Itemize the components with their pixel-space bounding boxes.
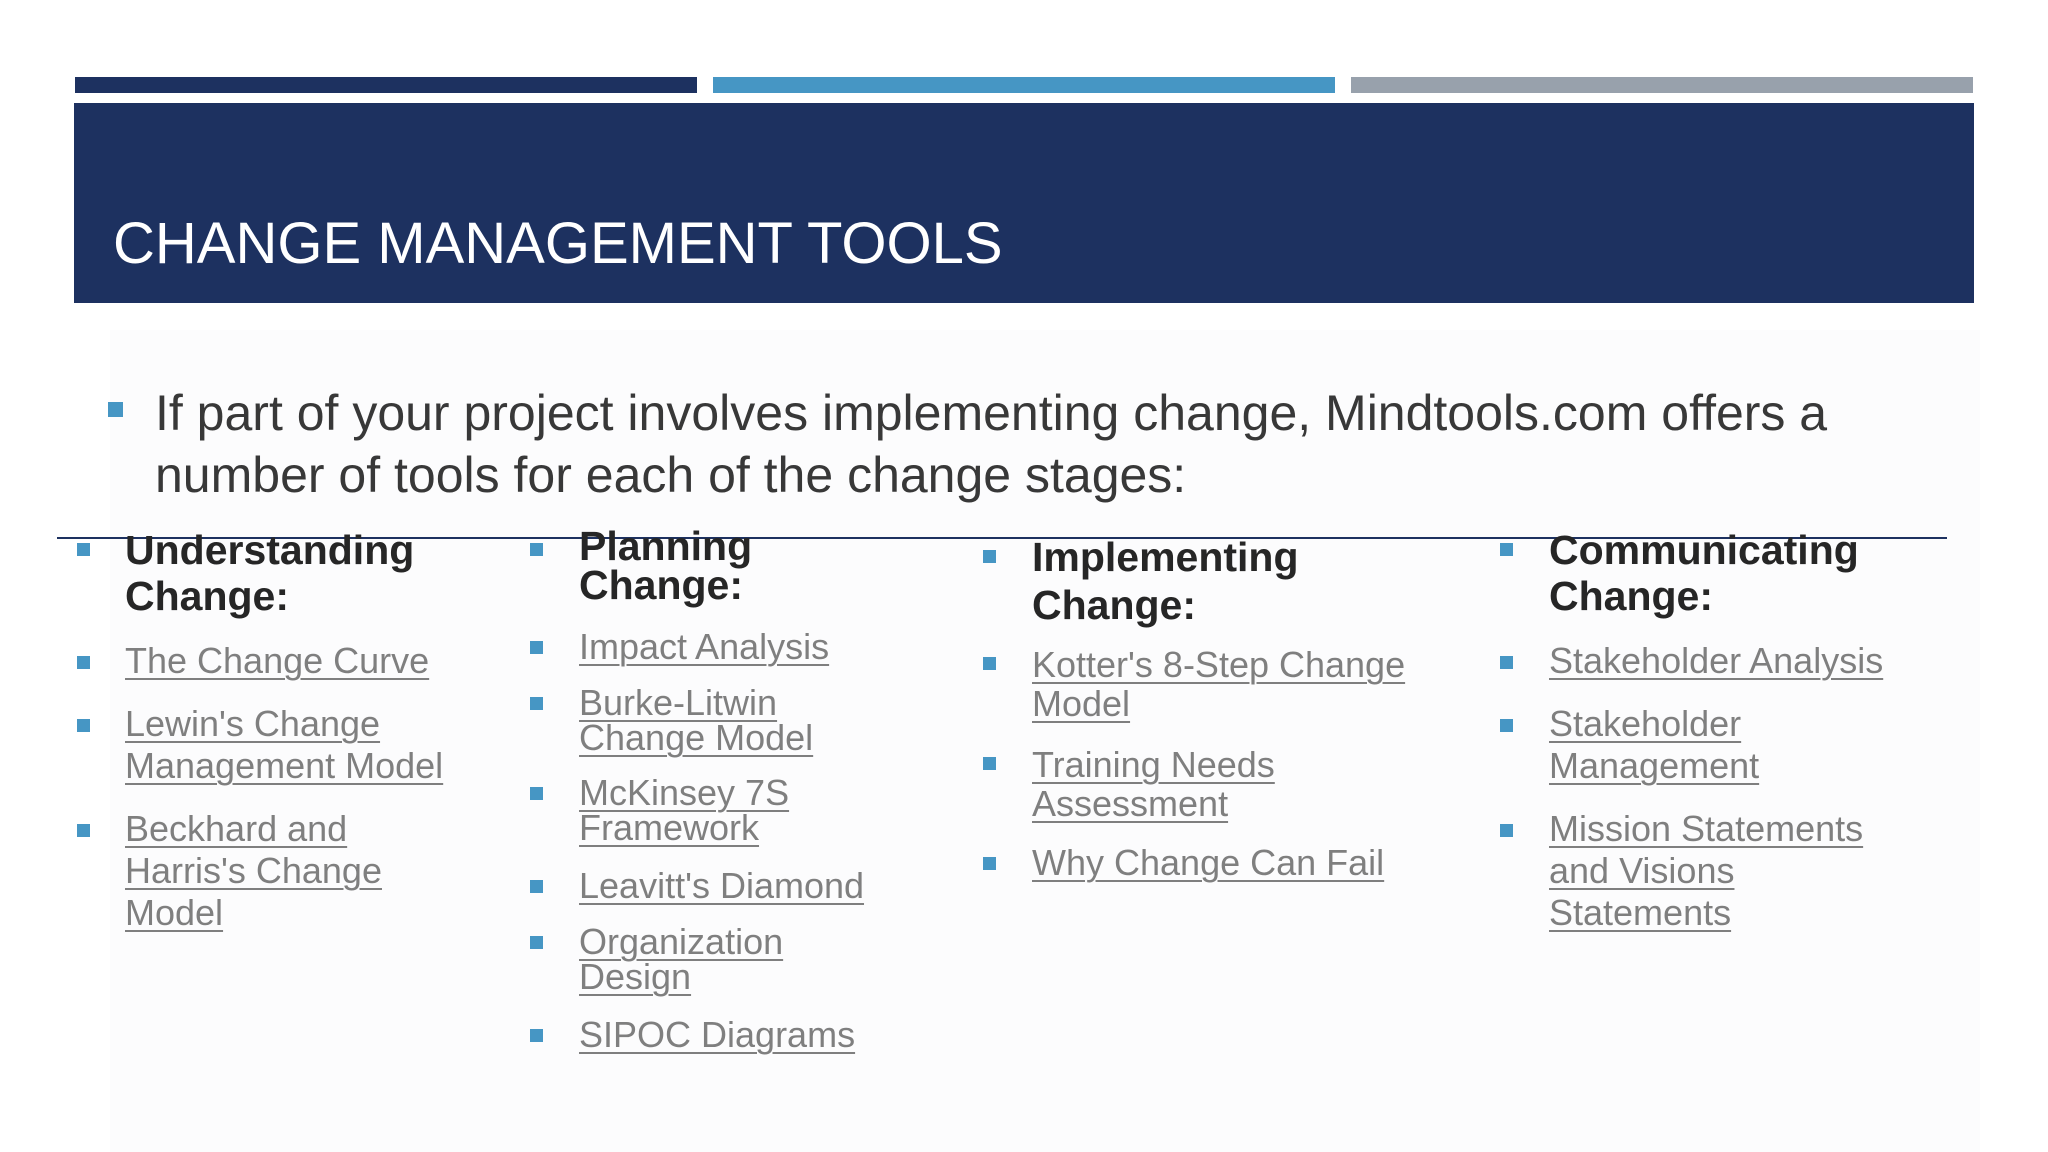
column-bullet-icon bbox=[530, 543, 543, 556]
link-bullet-icon bbox=[1500, 824, 1513, 837]
column-heading-planning: Planning Change: bbox=[579, 523, 753, 608]
link-mission-statements[interactable]: Mission Statements and Visions Statements bbox=[1549, 808, 1864, 933]
link-bullet-icon bbox=[983, 657, 996, 670]
accent-bar-blue bbox=[713, 77, 1335, 93]
slide-title: CHANGE MANAGEMENT TOOLS bbox=[113, 211, 1003, 276]
link-burke-litwin-model[interactable]: Burke-Litwin Change Model bbox=[579, 682, 814, 758]
title-band bbox=[74, 103, 1974, 303]
column-heading-communicating: Communicating Change: bbox=[1549, 527, 1859, 619]
link-bullet-icon bbox=[77, 656, 90, 669]
column-bullet-icon bbox=[77, 543, 90, 556]
link-stakeholder-analysis[interactable]: Stakeholder Analysis bbox=[1549, 640, 1884, 681]
link-bullet-icon bbox=[530, 880, 543, 893]
intro-text: If part of your project involves implementing change, Mindtools.com offers a number of tools for each of the change stages: bbox=[155, 385, 1828, 503]
link-why-change-fails[interactable]: Why Change Can Fail bbox=[1032, 842, 1385, 883]
link-bullet-icon bbox=[983, 757, 996, 770]
accent-bar-gray bbox=[1351, 77, 1973, 93]
link-mckinsey-7s[interactable]: McKinsey 7S Framework bbox=[579, 772, 790, 848]
link-bullet-icon bbox=[530, 936, 543, 949]
link-training-needs[interactable]: Training Needs Assessment bbox=[1032, 744, 1275, 824]
link-the-change-curve[interactable]: The Change Curve bbox=[125, 640, 430, 681]
link-bullet-icon bbox=[77, 719, 90, 732]
link-bullet-icon bbox=[1500, 656, 1513, 669]
column-heading-implementing: Implementing Change: bbox=[1032, 534, 1299, 628]
link-lewins-change-model[interactable]: Lewin's Change Management Model bbox=[125, 703, 444, 786]
link-sipoc-diagrams[interactable]: SIPOC Diagrams bbox=[579, 1014, 856, 1055]
link-beckhard-harris-model[interactable]: Beckhard and Harris's Change Model bbox=[125, 808, 382, 933]
link-leavitts-diamond[interactable]: Leavitt's Diamond bbox=[579, 865, 865, 906]
link-kotters-8-step[interactable]: Kotter's 8-Step Change Model bbox=[1032, 644, 1406, 724]
intro-bullet-icon bbox=[108, 402, 123, 417]
link-bullet-icon bbox=[530, 1029, 543, 1042]
column-heading-understanding: Understanding Change: bbox=[125, 527, 415, 619]
link-bullet-icon bbox=[530, 641, 543, 654]
link-impact-analysis[interactable]: Impact Analysis bbox=[579, 626, 830, 667]
link-stakeholder-management[interactable]: Stakeholder Management bbox=[1549, 703, 1760, 786]
link-bullet-icon bbox=[530, 787, 543, 800]
link-bullet-icon bbox=[77, 824, 90, 837]
link-bullet-icon bbox=[530, 697, 543, 710]
accent-bar-navy bbox=[75, 77, 697, 93]
link-bullet-icon bbox=[1500, 719, 1513, 732]
link-organization-design[interactable]: Organization Design bbox=[579, 921, 784, 997]
column-bullet-icon bbox=[1500, 543, 1513, 556]
column-bullet-icon bbox=[983, 550, 996, 563]
link-bullet-icon bbox=[983, 857, 996, 870]
